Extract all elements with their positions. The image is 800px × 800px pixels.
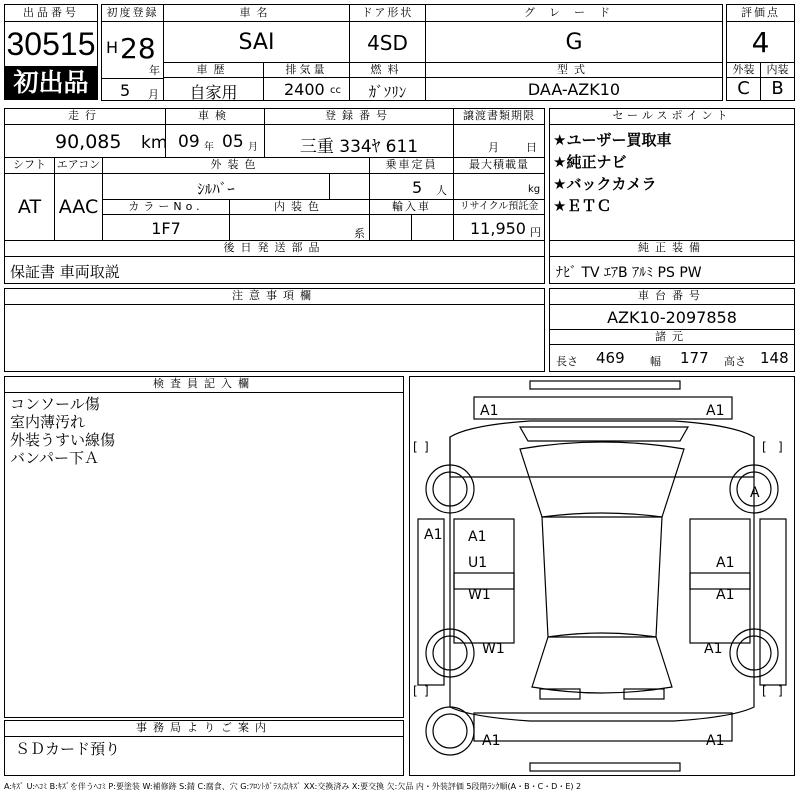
shift: AT (17, 196, 42, 218)
exterior-color-box (102, 173, 330, 200)
bracket-right-4: ] (778, 684, 783, 698)
notes-label-box (4, 288, 545, 305)
mark-left-door-rear: W1 (468, 587, 491, 603)
mileage-label: 走行 (68, 109, 102, 122)
score: 4 (751, 26, 770, 59)
mark-rear-right: A1 (706, 733, 725, 749)
width-value: 177 (680, 349, 709, 367)
recycle-unit: 円 (530, 226, 541, 239)
registration-year-box (101, 21, 164, 79)
month-unit: 月 (148, 88, 159, 101)
notes-box (4, 304, 545, 372)
capacity-box (369, 173, 454, 200)
door-label-box (349, 4, 426, 22)
mark-front-right: A1 (706, 403, 725, 419)
color-no-label: カラーNo. (128, 200, 204, 213)
sales-points-label: セールスポイント (612, 109, 732, 122)
capacity-label: 乗車定員 (385, 158, 438, 171)
displacement-label: 排気量 (285, 63, 328, 76)
options-label-box (549, 240, 795, 257)
body-outline (450, 437, 754, 721)
car-diagram (410, 377, 794, 775)
history-box (163, 77, 264, 101)
lot-number-label-box (4, 4, 98, 22)
bracket-right-1: [ (762, 440, 767, 454)
max-load-label-box (453, 157, 545, 174)
office-box (4, 736, 404, 776)
mileage-unit: km (141, 133, 168, 153)
front-bumper-strip (530, 381, 680, 389)
height-label: 高さ (724, 355, 746, 368)
displacement-box (263, 77, 350, 101)
sales-point-item: ★純正ナビ (553, 153, 627, 171)
right-side-strip (760, 519, 786, 685)
interior-color-unit: 系 (354, 227, 365, 240)
bracket-left-3: [ (413, 684, 418, 698)
bracket-right-3: [ (762, 684, 767, 698)
interior-grade-box (760, 77, 795, 101)
model-box (425, 77, 723, 101)
transfer-box (453, 124, 545, 158)
car-name-label: 車名 (239, 6, 274, 19)
car-diagram-box (409, 376, 795, 776)
color-no-box (102, 214, 230, 241)
capacity-label-box (369, 157, 454, 174)
plate-number: 三重 334ﾔ 611 (299, 137, 419, 157)
fuel: ｶﾞｿﾘﾝ (368, 83, 407, 101)
height-value: 148 (760, 349, 789, 367)
hood-outline (450, 421, 754, 477)
capacity: 5 (412, 178, 423, 197)
exterior-color-label-box (102, 157, 370, 174)
interior-grade: B (771, 78, 784, 99)
displacement-label-box (263, 62, 350, 78)
inspector-note: コンソール傷 (10, 395, 100, 413)
year-unit: 年 (149, 64, 160, 77)
shift-label-box (4, 157, 55, 174)
bracket-left-1: [ (413, 440, 418, 454)
door-type: 4SD (367, 31, 408, 55)
mark-right-door-front: A1 (716, 555, 735, 571)
inspector-box (4, 392, 404, 718)
score-label: 評価点 (741, 6, 780, 19)
displacement: 2400 (284, 80, 325, 99)
mark-left-front-fender: A1 (424, 527, 443, 543)
parts-label-box (4, 240, 545, 257)
width-label: 幅 (650, 355, 661, 368)
history-label-box (163, 62, 264, 78)
registration-label: 初度登録 (106, 6, 159, 19)
office-label-box (4, 720, 404, 737)
options-value: ﾅﾋﾞ TV ｴｱB ｱﾙﾐ PS PW (556, 265, 702, 281)
inspection-label-box (165, 108, 265, 125)
exterior-grade: C (737, 78, 750, 99)
score-box (726, 21, 795, 63)
car-name-box (163, 21, 350, 63)
era: H (106, 38, 119, 57)
recycle-box (453, 214, 545, 241)
bracket-left-4: ] (424, 684, 429, 698)
inspector-label-box (4, 376, 404, 393)
first-listing-badge: 初出品 (4, 66, 98, 100)
chassis-box (549, 304, 795, 330)
sales-points-box (549, 124, 795, 241)
plate-box (264, 124, 454, 158)
plate-label: 登録番号 (325, 109, 393, 122)
inspection-month-unit: 月 (248, 142, 258, 153)
grade-box (425, 21, 723, 63)
ac-label: エアコン (56, 158, 101, 171)
office-value: ＳＤカード預り (15, 740, 121, 758)
chassis-label-box (549, 288, 795, 305)
mark-left-rear-panel: W1 (482, 641, 505, 657)
fuel-box (349, 77, 426, 101)
mark-rear-left: A1 (482, 733, 501, 749)
model-label-box (425, 62, 723, 78)
max-load-label: 最大積載量 (469, 158, 529, 171)
interior-color-label: 内装色 (274, 200, 325, 213)
parts-label: 後日発送部品 (223, 241, 326, 254)
mileage-label-box (4, 108, 166, 125)
sales-point-item: ★ＥＴＣ (553, 197, 612, 215)
score-label-box (726, 4, 795, 22)
length-value: 469 (596, 349, 625, 367)
grade-label: グレード (524, 6, 624, 19)
registration-year: 28 (120, 32, 156, 65)
exterior-color-blank (329, 173, 370, 200)
inspector-label: 検査員記入欄 (153, 377, 255, 390)
dims-label-box (549, 329, 795, 345)
inspection-label: 車検 (198, 109, 232, 122)
ac: AAC (58, 196, 99, 218)
chassis-label: 車台番号 (638, 289, 706, 302)
history: 自家用 (189, 83, 238, 102)
transfer-label: 譲渡書類期限 (463, 109, 535, 122)
import-box-a (369, 214, 412, 241)
windshield (520, 442, 684, 517)
mark-left-door-front: A1 (468, 529, 487, 545)
office-label: 事務局よりご案内 (136, 721, 272, 734)
chassis-number: AZK10-2097858 (607, 308, 737, 327)
inspector-note: バンパー下Ａ (10, 449, 99, 467)
options-label: 純正装備 (638, 241, 706, 254)
car-name-label-box (163, 4, 350, 22)
rear-bumper (474, 713, 732, 741)
import-label-box (369, 199, 454, 215)
mileage-box (4, 124, 166, 158)
lot-number: 30515 (6, 26, 96, 62)
fuel-label: 燃料 (370, 63, 405, 76)
sales-point-item: ★バックカメラ (553, 175, 657, 193)
registration-month-box (101, 78, 164, 101)
model-label: 型式 (557, 63, 591, 76)
inspector-note: 外装うすい線傷 (10, 431, 116, 449)
displacement-unit: cc (330, 85, 341, 96)
exterior-label-box (726, 62, 761, 78)
rear-bumper-strip (530, 763, 680, 771)
color-no-label-box (102, 199, 230, 215)
registration-label-box (101, 4, 164, 22)
registration-month: 5 (120, 81, 131, 100)
interior-color-label-box (229, 199, 370, 215)
mileage: 90,085 (55, 131, 122, 153)
mark-left-door-front2: U1 (468, 555, 488, 571)
exterior-color-label: 外装色 (210, 158, 262, 171)
interior-label-box (760, 62, 795, 78)
shift-label: シフト (13, 158, 46, 171)
import-box-b (411, 214, 454, 241)
exterior-label: 外装 (732, 63, 755, 76)
front-bumper (474, 397, 732, 419)
exterior-color: ｼﾙﾊﾞｰ (197, 180, 235, 198)
mark-right-door-rear: A1 (716, 587, 735, 603)
exterior-grade-box (726, 77, 761, 101)
parts-box (4, 256, 545, 284)
transfer-month-unit: 月 (488, 141, 499, 154)
door-label: ドア形状 (361, 6, 414, 19)
grade: G (565, 30, 583, 55)
car-name: SAI (238, 30, 275, 55)
parts-value: 保証書 車両取説 (10, 263, 120, 281)
recycle-label-box (453, 199, 545, 215)
recycle-label: リサイクル預託金 (459, 201, 539, 212)
max-load-box (453, 173, 545, 200)
grade-label-box (425, 4, 723, 22)
color-no: 1F7 (151, 219, 181, 238)
roof (542, 517, 662, 637)
max-load-unit: kg (528, 184, 541, 195)
capacity-unit: 人 (436, 184, 447, 197)
hood-panel (520, 427, 688, 441)
mark-right-rear-panel: A1 (704, 641, 723, 657)
wheel-spare-inner (433, 714, 467, 748)
lot-number-label: 出品番号 (23, 6, 79, 19)
rear-window (532, 633, 672, 693)
import-label: 輸入車 (392, 200, 431, 213)
model: DAA-AZK10 (527, 80, 621, 99)
length-label: 長さ (556, 355, 578, 368)
bracket-left-2: ] (424, 440, 429, 454)
inspection-box (165, 124, 265, 158)
sales-points-label-box (549, 108, 795, 125)
sales-point-item: ★ユーザー買取車 (553, 131, 672, 149)
ac-label-box (54, 157, 103, 174)
interior-label: 内装 (766, 63, 789, 76)
legend: A:ｷｽﾞ U:ﾍｺﾐ B:ｷｽﾞを伴うﾍｺﾐ P:要塗装 W:補修跡 S:錆 C:腐食、穴 G:ﾌﾛﾝﾄｶﾞﾗｽ点ｷｽﾞ XX:交換済み X:要交換 欠:欠品 内・外装評価 5段階ﾗﾝｸ順(A・B・C・D・E) 2 (4, 782, 582, 791)
door-box (349, 21, 426, 63)
inspection-year: 09 (178, 132, 200, 152)
inspection-year-unit: 年 (204, 142, 214, 153)
transfer-label-box (453, 108, 545, 125)
fuel-label-box (349, 62, 426, 78)
dims-box (549, 344, 795, 372)
right-front-door (690, 519, 750, 589)
inspector-note: 室内薄汚れ (10, 413, 86, 431)
mark-right-front-wheel: A (750, 485, 760, 501)
history-label: 車歴 (196, 63, 231, 76)
transfer-day-unit: 日 (526, 141, 537, 154)
lot-number-box (4, 21, 98, 67)
dims-label: 諸元 (655, 330, 689, 343)
ac-box (54, 173, 103, 241)
bracket-right-2: ] (778, 440, 783, 454)
left-side-strip (418, 519, 444, 685)
shift-box (4, 173, 55, 241)
inspection-month: 05 (222, 132, 244, 152)
plate-label-box (264, 108, 454, 125)
notes-label: 注意事項欄 (232, 289, 317, 302)
interior-color-box (229, 214, 370, 241)
recycle-amount: 11,950 (470, 219, 526, 238)
mark-front-left: A1 (480, 403, 499, 419)
options-box (549, 256, 795, 284)
